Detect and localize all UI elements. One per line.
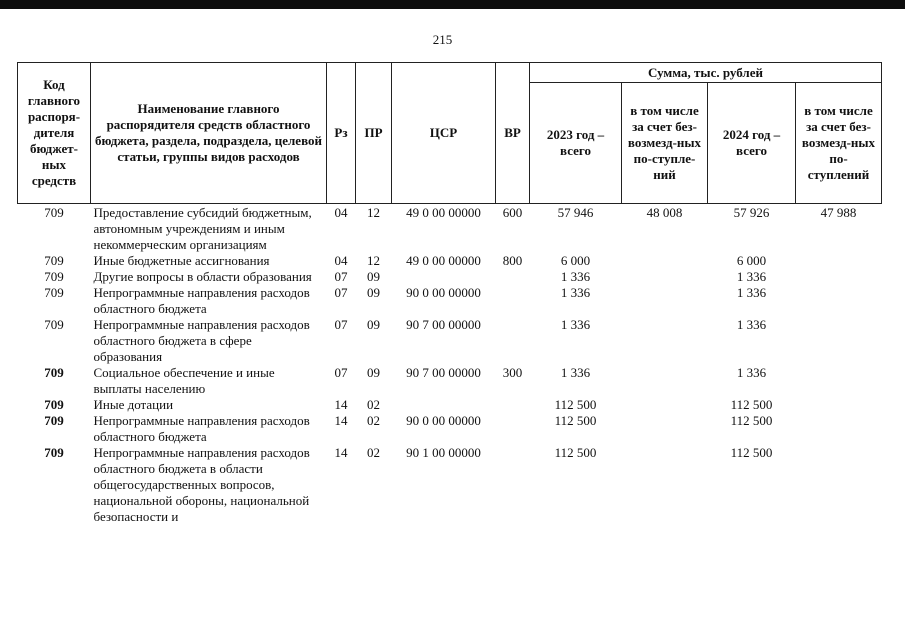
cell-name: Предоставление субсидий бюджетным, автономным учреждениям и иным некоммерческим организациям [93, 205, 312, 252]
cell-name: Другие вопросы в области образования [93, 269, 312, 284]
cell-2024-total: 1 336 [736, 317, 767, 332]
header-2024-total: 2024 год – всего [708, 83, 796, 204]
cell-rz: 04 [334, 205, 348, 220]
cell-2023-free [622, 445, 708, 525]
cell-pr: 12 [367, 205, 380, 220]
cell-2023-total: 6 000 [560, 253, 591, 268]
table-row [18, 285, 882, 317]
cell-2023-total: 112 500 [554, 445, 597, 460]
table-row [18, 269, 882, 285]
cell-2024-free [796, 269, 882, 285]
cell-code: 709 [44, 205, 64, 220]
cell-2023-free [622, 397, 708, 413]
header-row-top [18, 63, 882, 83]
cell-2023-free [622, 365, 708, 397]
cell-code: 709 [44, 317, 64, 332]
cell-csr: 90 7 00 00000 [406, 365, 481, 380]
cell-2024-free [796, 397, 882, 413]
cell-2024-total: 1 336 [736, 365, 767, 380]
cell-name: Непрограммные направления расходов областного бюджета в сфере образования [93, 317, 310, 364]
cell-vr [496, 317, 530, 365]
cell-name: Непрограммные направления расходов областного бюджета [93, 285, 310, 316]
cell-csr [392, 397, 496, 413]
cell-2024-total: 1 336 [736, 269, 767, 284]
header-vr: ВР [496, 63, 530, 204]
table-row [18, 413, 882, 445]
cell-2023-free [622, 413, 708, 445]
cell-2023-total: 1 336 [560, 285, 591, 300]
cell-rz: 07 [334, 317, 348, 332]
cell-vr [496, 285, 530, 317]
cell-csr: 90 0 00 00000 [406, 285, 481, 300]
cell-vr: 600 [502, 205, 523, 220]
table-row [18, 365, 882, 397]
cell-2023-free: 48 008 [646, 205, 683, 220]
cell-name: Иные дотации [93, 397, 174, 412]
cell-csr: 49 0 00 00000 [406, 253, 481, 268]
cell-code: 709 [44, 445, 64, 460]
cell-code: 709 [44, 413, 64, 428]
cell-code: 709 [44, 397, 64, 412]
header-csr: ЦСР [392, 63, 496, 204]
cell-pr: 12 [367, 253, 380, 268]
header-code: Код главного распоря-дителя бюджет-ных средств [18, 63, 91, 204]
cell-csr: 90 0 00 00000 [406, 413, 481, 428]
cell-code: 709 [44, 285, 64, 300]
cell-code: 709 [44, 253, 64, 268]
header-sum-group: Сумма, тыс. рублей [530, 63, 882, 83]
cell-rz: 07 [334, 285, 348, 300]
cell-pr: 02 [367, 413, 380, 428]
cell-name: Иные бюджетные ассигнования [93, 253, 270, 268]
cell-vr [496, 413, 530, 445]
cell-2024-free [796, 317, 882, 365]
cell-2024-total: 1 336 [736, 285, 767, 300]
cell-2023-total: 112 500 [554, 413, 597, 428]
cell-2024-free [796, 365, 882, 397]
cell-name: Непрограммные направления расходов областного бюджета в области общегосударственных вопросов, национальной обороны, национальной безопасности и [93, 445, 310, 524]
table-row [18, 204, 882, 254]
table-row [18, 397, 882, 413]
cell-code: 709 [44, 365, 64, 380]
cell-2023-free [622, 317, 708, 365]
cell-rz: 14 [334, 413, 348, 428]
cell-pr: 09 [367, 269, 380, 284]
cell-2023-total: 112 500 [554, 397, 597, 412]
cell-name: Социальное обеспечение и иные выплаты населению [93, 365, 275, 396]
header-2024-free: в том числе за счет без-возмезд-ных по-ступлений [796, 83, 882, 204]
cell-2024-free [796, 445, 882, 525]
cell-name: Непрограммные направления расходов областного бюджета [93, 413, 310, 444]
cell-2024-free: 47 988 [820, 205, 857, 220]
cell-2024-total: 112 500 [730, 397, 773, 412]
cell-vr: 800 [502, 253, 523, 268]
cell-2023-total: 1 336 [560, 365, 591, 380]
cell-2024-total: 6 000 [736, 253, 767, 268]
cell-csr [392, 269, 496, 285]
cell-pr: 09 [367, 285, 380, 300]
table-row [18, 253, 882, 269]
header-name: Наименование главного распорядителя средств областного бюджета, раздела, подраздела, целевой статьи, группы видов расходов [91, 63, 327, 204]
header-2023-total: 2023 год – всего [530, 83, 622, 204]
cell-csr: 90 7 00 00000 [406, 317, 481, 332]
cell-vr [496, 445, 530, 525]
cell-csr: 90 1 00 00000 [406, 445, 481, 460]
top-scan-bar [0, 0, 905, 9]
cell-pr: 09 [367, 317, 380, 332]
table-body [18, 204, 882, 526]
cell-2023-total: 57 946 [557, 205, 594, 220]
cell-2024-free [796, 285, 882, 317]
cell-2024-total: 57 926 [733, 205, 770, 220]
cell-pr: 09 [367, 365, 380, 380]
cell-rz: 14 [334, 445, 348, 460]
cell-rz: 07 [334, 365, 348, 380]
header-pr: ПР [356, 63, 392, 204]
cell-pr: 02 [367, 445, 380, 460]
cell-code: 709 [44, 269, 64, 284]
cell-rz: 04 [334, 253, 348, 268]
cell-vr [496, 397, 530, 413]
header-rz: Рз [327, 63, 356, 204]
cell-2023-free [622, 269, 708, 285]
cell-pr: 02 [367, 397, 380, 412]
cell-2023-total: 1 336 [560, 269, 591, 284]
cell-2023-free [622, 285, 708, 317]
table-row [18, 317, 882, 365]
header-2023-free: в том числе за счет без-возмезд-ных по-ступле-ний [622, 83, 708, 204]
cell-2024-total: 112 500 [730, 445, 773, 460]
cell-2024-total: 112 500 [730, 413, 773, 428]
cell-rz: 14 [334, 397, 348, 412]
page-number: 215 [432, 32, 453, 47]
cell-2024-free [796, 253, 882, 269]
cell-2024-free [796, 413, 882, 445]
cell-vr [496, 269, 530, 285]
budget-table [17, 62, 882, 525]
table-row [18, 445, 882, 525]
cell-2023-free [622, 253, 708, 269]
cell-vr: 300 [502, 365, 523, 380]
cell-2023-total: 1 336 [560, 317, 591, 332]
cell-csr: 49 0 00 00000 [406, 205, 481, 220]
cell-rz: 07 [334, 269, 348, 284]
